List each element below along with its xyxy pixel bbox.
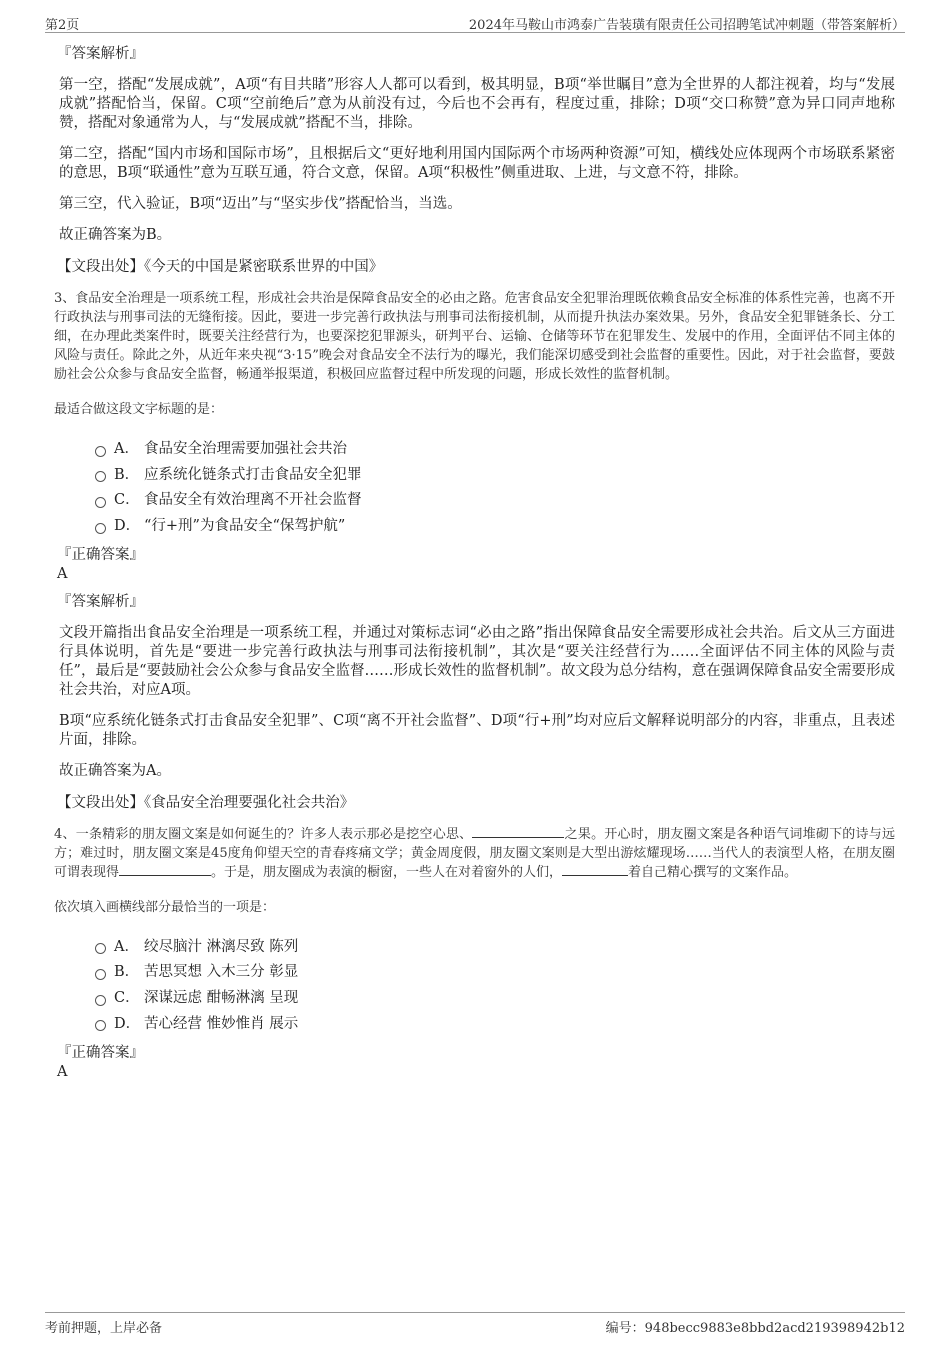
q4-option-d[interactable]: D． 苦心经营 惟妙惟肖 展示 <box>95 1012 895 1038</box>
radio-icon[interactable] <box>95 523 106 534</box>
radio-icon[interactable] <box>95 471 106 482</box>
q3-correct-answer: A <box>57 565 68 582</box>
blank-3 <box>562 863 628 876</box>
q3-option-b[interactable]: B． 应系统化链条式打击食品安全犯罪 <box>95 463 895 489</box>
q2-analysis-para-1: 第一空，搭配“发展成就”，A项“有目共睹”形容人人都可以看到，极其明显，B项“举世瞩目”意为全世界的人都注视着，均与“发展成就”搭配恰当，保留。C项“空前绝后”意为从前没有过，今后也不会再有，程度过重，排除；D项“交口称赞”意为异口同声地称赞，搭配对象通常为人，与“发展成就”搭配不当，排除。 <box>59 77 895 131</box>
q4-correct-answer: A <box>57 1063 68 1080</box>
radio-icon[interactable] <box>95 497 106 508</box>
radio-icon[interactable] <box>95 943 106 954</box>
q4-option-a[interactable]: A． 绞尽脑汁 淋漓尽致 陈列 <box>95 935 895 961</box>
radio-icon[interactable] <box>95 446 106 457</box>
q3-options <box>95 437 895 540</box>
q2-source: 【文段出处】《今天的中国是紧密联系世界的中国》 <box>57 259 384 275</box>
q3-analysis-para-2: B项“应系统化链条式打击食品安全犯罪”、C项“离不开社会监督”、D项“行+刑”均对应后文解释说明部分的内容，非重点，且表述片面，排除。 <box>59 712 895 748</box>
q3-prompt: 最适合做这段文字标题的是： <box>54 402 224 417</box>
radio-icon[interactable] <box>95 995 106 1006</box>
document-title: 2024年马鞍山市鸿泰广告装璜有限责任公司招聘笔试冲刺题（带答案解析） <box>468 18 905 33</box>
q2-analysis-label: 『答案解析』 <box>57 46 144 62</box>
footer-serial: 编号：948becc9883e8bbd2acd219398942b12 <box>605 1321 905 1336</box>
q3-correct-label: 『正确答案』 <box>57 546 144 563</box>
q3-analysis-para-3: 故正确答案为A。 <box>59 762 171 779</box>
radio-icon[interactable] <box>95 1020 106 1031</box>
q4-correct-label: 『正确答案』 <box>57 1044 144 1061</box>
q3-question: 3、食品安全治理是一项系统工程，形成社会共治是保障食品安全的必由之路。危害食品安全犯罪治理既依赖食品安全标准的体系性完善，也离不开行政执法与刑事司法的无缝衔接。因此，要进一步完善行政执法与刑事司法衔接机制，从而提升执法办案效果。另外，食品安全犯罪链条长、分工细，在办理此类案件时，既要关注经营行为，也要深挖犯罪源头，研判平台、运输、仓储等环节在犯罪发生、发展中的作用，全面评估不同主体的风险与责任。除此之外，从近年来央视“3·15”晚会对食品安全不法行为的曝光，我们能深切感受到社会监督的重要性。因此，对于社会监督，要鼓励社会公众参与食品安全监督，畅通举报渠道，积极回应监督过程中所发现的问题，形成长效性的监督机制。 <box>54 291 895 382</box>
q4-options <box>95 935 895 1038</box>
q3-analysis-para-1: 文段开篇指出食品安全治理是一项系统工程，并通过对策标志词“必由之路”指出保障食品安全需要形成社会共治。后文从三方面进行具体说明，首先是“要进一步完善行政执法与刑事司法衔接机制”，其次是“要关注经营行为……全面评估不同主体的风险与责任”，最后是“要鼓励社会公众参与食品安全监督……形成长效性的监督机制”。故文段为总分结构，意在强调保障食品安全需要形成社会共治，对应A项。 <box>59 624 895 698</box>
blank-2 <box>119 863 211 876</box>
q3-option-c[interactable]: C． 食品安全有效治理离不开社会监督 <box>95 488 895 514</box>
q4-option-c[interactable]: C． 深谋远虑 酣畅淋漓 呈现 <box>95 986 895 1012</box>
q2-analysis-para-3: 第三空，代入验证，B项“迈出”与“坚实步伐”搭配恰当，当选。 <box>59 196 462 212</box>
q4-option-b[interactable]: B． 苦思冥想 入木三分 彰显 <box>95 960 895 986</box>
q2-analysis-para-4: 故正确答案为B。 <box>59 227 172 243</box>
q3-source: 【文段出处】《食品安全治理要强化社会共治》 <box>57 794 355 811</box>
page-content <box>54 44 895 1090</box>
q3-analysis-label: 『答案解析』 <box>57 593 144 610</box>
q3-option-a[interactable]: A． 食品安全治理需要加强社会共治 <box>95 437 895 463</box>
radio-icon[interactable] <box>95 969 106 980</box>
page-footer <box>45 1312 905 1335</box>
q4-question: 4、一条精彩的朋友圈文案是如何诞生的？许多人表示那必是挖空心思、 之果。开心时，朋友圈文案是各种语气词堆砌下的诗与远方；难过时，朋友圈文案是45度角仰望天空的青春疼痛文学；黄金周度假，朋友圈文案则是大型出游炫耀现场……当代人的表演型人格，在朋友圈可谓表现得 。于是，朋友圈成为表演的橱窗，一些人在对着窗外的人们， 着自己精心撰写的文案作品。 <box>54 826 895 880</box>
page-header <box>45 12 905 33</box>
page-number: 第2页 <box>45 18 80 33</box>
blank-1 <box>472 825 564 838</box>
footer-slogan: 考前押题，上岸必备 <box>45 1321 163 1336</box>
q2-analysis-para-2: 第二空，搭配“国内市场和国际市场”，且根据后文“更好地利用国内国际两个市场两种资源”可知，横线处应体现两个市场联系紧密的意思，B项“联通性”意为互联互通，符合文意，保留。A项“积极性”侧重进取、上进，与文意不符，排除。 <box>59 146 895 181</box>
q3-option-d[interactable]: D． “行+刑”为食品安全“保驾护航” <box>95 514 895 540</box>
q4-prompt: 依次填入画横线部分最恰当的一项是： <box>54 899 276 915</box>
